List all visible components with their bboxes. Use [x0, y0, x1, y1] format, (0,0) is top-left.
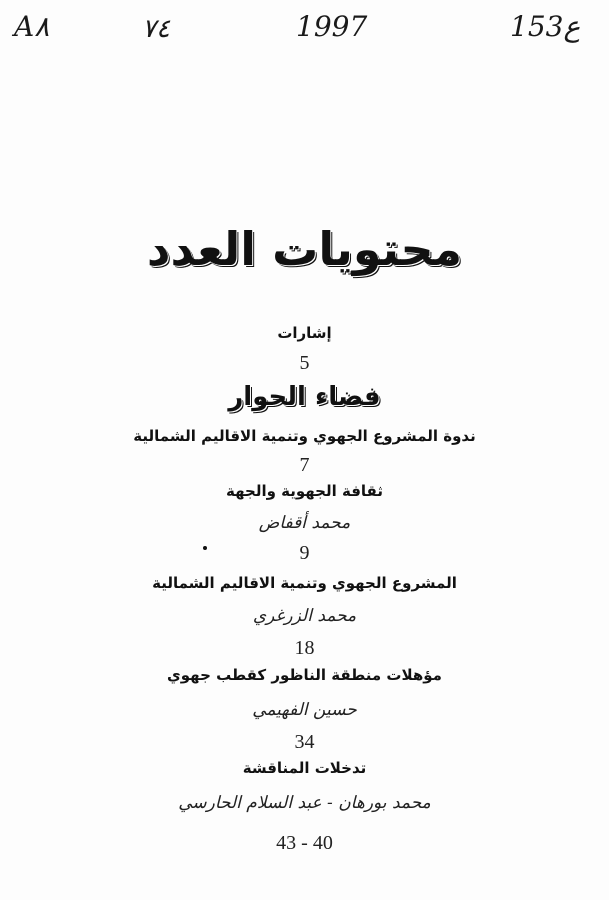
ink-dot: [203, 546, 207, 550]
toc-page-number: 5: [299, 352, 310, 374]
toc-page-number: 9: [299, 542, 310, 564]
toc-heading-muahhalat: مؤهلات منطقة الناظور كقطب جهوي: [167, 666, 442, 684]
page-title: محتويات العدد: [146, 222, 463, 276]
toc-heading-thaqafa: ثقافة الجهوية والجهة: [226, 482, 383, 500]
toc-author: محمد بورهان - عبد السلام الحارسي: [178, 793, 431, 813]
toc-page-number: 43 - 40: [276, 832, 333, 854]
toc-page-number: 7: [299, 454, 310, 476]
toc-heading-mashrou: المشروع الجهوي وتنمية الاقاليم الشمالية: [152, 574, 457, 592]
toc-author: حسين الفهيمي: [252, 700, 357, 720]
toc-heading-nadwa: ندوة المشروع الجهوي وتنمية الاقاليم الشمالية: [133, 427, 476, 445]
handwritten-annotation-right: 153ع: [510, 10, 581, 43]
toc-author: محمد أقفاض: [258, 513, 351, 533]
toc-page-number: 34: [294, 731, 315, 753]
handwritten-annotation-year: 1997: [296, 10, 368, 43]
toc-section-title: فضاء الحوار: [228, 382, 381, 412]
toc-heading-tadakhulat: تدخلات المناقشة: [242, 759, 367, 777]
toc-heading-isharat: إشارات: [277, 324, 332, 342]
toc-page-number: 18: [294, 637, 315, 659]
handwritten-annotation-number: ٧٤: [142, 14, 170, 44]
handwritten-annotation-left: A٨: [14, 10, 50, 43]
toc-author: محمد الزرغري: [252, 606, 357, 626]
